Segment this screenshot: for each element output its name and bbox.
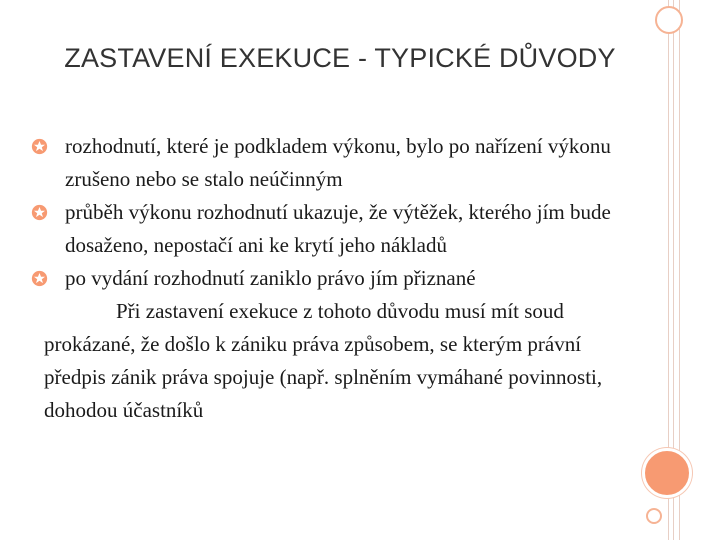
slide-title: ZASTAVENÍ EXEKUCE - TYPICKÉ DŮVODY bbox=[64, 43, 616, 73]
decorative-circle-small bbox=[646, 508, 662, 524]
bullet-item bbox=[44, 130, 634, 196]
bullet-text: průběh výkonu rozhodnutí ukazuje, že výtěžek, kterého jím bude dosaženo, nepostačí ani ke krytí jeho nákladů bbox=[65, 200, 611, 257]
bullet-item bbox=[44, 196, 634, 262]
bullet-item bbox=[44, 262, 634, 295]
decorative-circle-filled bbox=[642, 448, 692, 498]
slide-body bbox=[44, 130, 634, 427]
bullet-text: rozhodnutí, které je podkladem výkonu, bylo po nařízení výkonu zrušeno nebo se stalo neúčinným bbox=[65, 134, 611, 191]
decorative-circle-top bbox=[655, 6, 683, 34]
star-bullet-icon bbox=[31, 270, 48, 287]
bullet-text: po vydání rozhodnutí zaniklo právo jím přiznané bbox=[65, 266, 476, 290]
body-paragraph: Při zastavení exekuce z tohoto důvodu musí mít soud prokázané, že došlo k zániku práva způsobem, se kterým právní předpis zánik práva spojuje (např. splněním vymáhané povinnosti, dohodou účastníků bbox=[44, 299, 603, 422]
star-bullet-icon bbox=[31, 138, 48, 155]
star-bullet-icon bbox=[31, 204, 48, 221]
